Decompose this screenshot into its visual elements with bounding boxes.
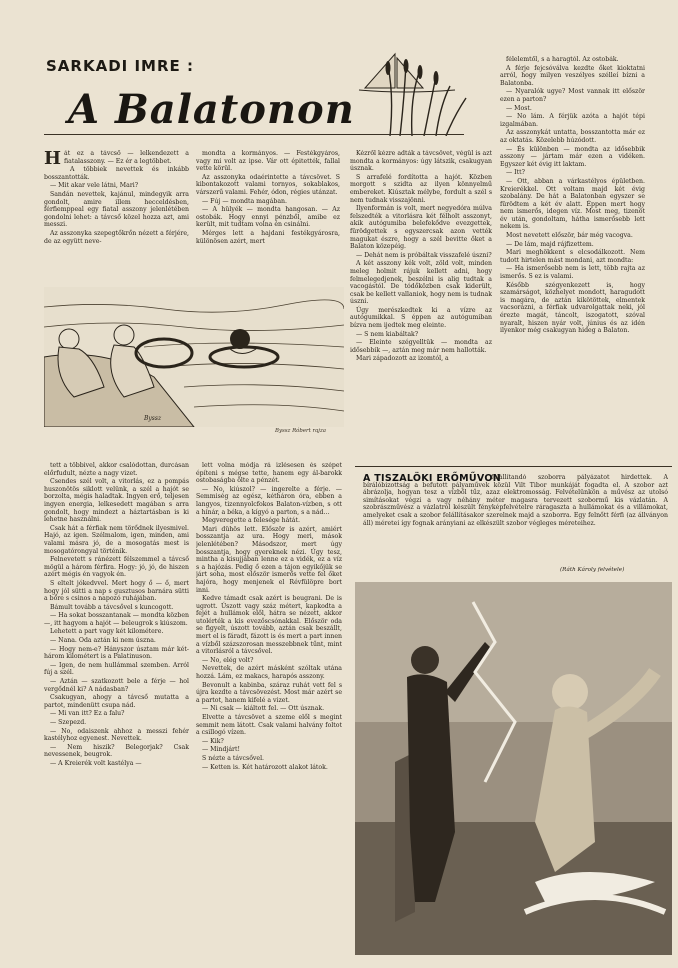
paragraph: mondta a kormányos. — Festékgyáros, vagy mi volt az ipse. Vár ott épitették, fallal vette körül. bbox=[196, 150, 340, 173]
drop-cap: H bbox=[44, 150, 62, 169]
paragraph: A többiek nevettek és inkább bosszantották. bbox=[44, 166, 189, 181]
sculpture-photo bbox=[355, 582, 672, 955]
paragraph: át ez a távcső — lelkendezett a fiatalasszony. — Ez ér a legtöbbet. bbox=[64, 150, 189, 165]
paragraph: Mari dühös lett. Először is azért, amiért bosszantja az ura. Hogy meri, mások jelenlétében? Másodszor, mert úgy bosszantja, hogy gyereknek nézi. Úgy tesz, mintha a kisujjában lenne ez a vidék, ez a víz s a hajózás. Pedig ő ezen a tájon egyikőjük se járt soha, most először ismerős vette fel őket hajóra, hogy menjenek el Révfülöpre bort inni. bbox=[196, 525, 342, 594]
paragraph: A férje fejcsóválva kezdte őket kioktatni arról, hogy milyen veszélyes szélleí bízni a Balatonba. bbox=[500, 64, 645, 87]
paragraph: félelemtől, s a haragtól. Az ostobák. bbox=[506, 56, 619, 63]
sidebar-heading: A TISZALÖKI ERŐMŰVON bbox=[363, 473, 502, 484]
paragraph: — Nem hiszik? Belegorjak? Csak nevessenek, beugrok. bbox=[44, 743, 189, 759]
paragraph: — Dehát nem is próbáltak visszafelé úszni? bbox=[356, 251, 492, 259]
paragraph: — De lám, majd rájfizettem. bbox=[506, 240, 594, 248]
paragraph: — Eleinte szégyelltük — mondta az idősebbik —, aztán meg már nem hallották. bbox=[350, 339, 492, 354]
reeds-illustration bbox=[380, 56, 480, 136]
paragraph: — Ketten is. Két határozott alakot látok. bbox=[202, 763, 328, 771]
paragraph: — Ha ismerősebb nem is lett, több rajta az ismerős. S ez is valami. bbox=[500, 265, 645, 281]
paragraph: Kézről kézre adták a távcsövet, végül is azt mondta a kormányos: úgy látszik, csakugyan úsznak. bbox=[350, 150, 492, 173]
paragraph: — Ha sokat bosszantanak — mondta közben —, itt hagyom a hajót — beleugrok s kiúszom. bbox=[44, 612, 189, 627]
paragraph: Csak hát a férfiak nem törődnek ilyesmivel. Hajó, az igen. Szélmalom, igen, minden, ami valami másra jó, de a mosogatás mest is mosogatórongyal történik. bbox=[44, 524, 189, 555]
paragraph: — Mi van itt? Ez a falu? bbox=[50, 710, 125, 718]
paragraph: — Most. bbox=[506, 104, 532, 112]
paragraph: Úgy merészkedtek ki a vízre az autógumikkal. S éppen az autógumiban bízva nem ijedtek meg eleinte. bbox=[350, 306, 492, 330]
article-column-5 bbox=[44, 462, 189, 937]
paragraph: — No lám. A férjük azóta a hajót tépi izgalmában. bbox=[500, 113, 645, 128]
paragraph: — Kik? bbox=[202, 737, 224, 745]
paragraph: tett a többivel, akkor csalódottan, durcásan előrfudult, nézte a nagy vizet. bbox=[44, 462, 189, 477]
paragraph: Kedve támadt csak azért is beugrani. De is ugrott. Úszott vagy száz métert, kapkodta a fejét a hullámok elől, hátra se nézett, akkor utolérték a kis evezőscsónakkal. Először oda se figyelt, úszott tovább, aztán csak beszállt, mert el is fáradt, fázott is és mert a part innen a vízből százszorosan messzebbnek tűnt, mint a vitorlásról a távcsővel. bbox=[196, 595, 342, 656]
paragraph: — A hülyék — mondta hangosan. — Az ostobák. Hogy ennyi pénzből, amibe ez került, mit tudtam volna én csinálni. bbox=[196, 206, 340, 229]
paragraph: Nevettek, de azért másként szóltak utána hozzá. Lám, ez makacs, harapós asszony. bbox=[196, 665, 342, 681]
paragraph: — Ni csak — kiáltott fel. — Ott úsznak. bbox=[202, 705, 325, 713]
paragraph: — No, elég volt? bbox=[202, 656, 254, 664]
article-column-4 bbox=[500, 56, 645, 460]
paragraph: — Itt? bbox=[506, 169, 525, 177]
paragraph: Bámult tovább a távcsővel s kuncogott. bbox=[50, 603, 174, 611]
illustration-credit: Byssz Róbert rajza bbox=[275, 428, 327, 434]
paragraph: — Mit akar vele látni, Mari? bbox=[50, 182, 139, 190]
paragraph: — Ott, abban a várkastélyos épületben. Kreierékkel. Ott voltam majd két évig szobalány. De hát a Balatonban egyszer se fürödtem a két év alatt. Éppen mert hogy nem ismerős, idegen víz. Most meg, tizenöt év után, gondoltam, hátha ismerősebb lett nekem is. bbox=[500, 177, 645, 231]
paragraph: Az asszonyka szepegtőkrőn nézett a férjére, de az együtt neve- bbox=[44, 229, 189, 245]
paragraph: — Szepezd. bbox=[50, 719, 87, 726]
article-column-1 bbox=[44, 150, 189, 280]
paragraph: Lehetett a part vagy két kilométere. bbox=[50, 628, 164, 636]
paragraph: — No, kiúszol? — ingerelte a férje. — Semmiség az egész, kétháron óra, ebben a langyos, tizennyolcfokos Balaton-vízben, s ott a hínár, a béka, a kígyó a parton, s a nád… bbox=[196, 485, 342, 516]
paragraph: Később szégyenkezett is, hogy szamárságot, közhelyet mondott, haragudott is magára, de aztán kikötöttek, elmentek vacsorázni, a férfiak udvarolgattak neki, jól érezte magát, táncolt, iszogatott, szóval nyaralt, hiszen nyár volt, június és az idén ilyenkor még csakugyan hideg a Balaton. bbox=[500, 281, 645, 335]
paragraph: — Mindjárt! bbox=[202, 746, 240, 754]
paragraph: — Nana. Oda aztán ki nem úszna. bbox=[50, 637, 156, 645]
paragraph: S nézte a távcsővel. bbox=[202, 754, 265, 762]
paragraph: Az asszonyka odaérintette a távcsövet. S kibontakozott valami tornyos, sokablakos, várszerű valami. Fehér, ódon, régies utánzat. bbox=[196, 173, 340, 196]
paragraph: — No, odaiszenk ahhoz a messzi fehér kastélyhoz egyenest. Nevettek. bbox=[44, 727, 189, 743]
paragraph: S arrafelé fordította a hajót. Közben morgott s szidta az ilyen könnyelmű embereket. Kiúsztak mélybe, fordult a szél s nem tudnak visszajönni. bbox=[350, 173, 492, 204]
paragraph: A két asszony kék volt, zöld volt, minden meleg holmit rájuk kellett adni, hogy felmelegedjenek, beszélni is alig tudtak a vacogástól. De tódőközben csak kiderült, csak be kellett vallaniok, hogy nem is tudnak úszni. bbox=[350, 260, 492, 306]
illustration-signature: Byssz bbox=[144, 415, 162, 422]
paragraph: Ilyenformán is volt, mert negyedóra múlva felszedték a vitorlásra két félholt asszonyt, akik autógumiba belefekődve evezgettek, fürödgettek s egyszercsak azon vették magukat észre, hogy a szél bevitte őket a Balaton közepéig. bbox=[350, 205, 492, 251]
paragraph: Csakugyan, ahogy a távcső mutatta a partot, mindenütt csupa nád. bbox=[44, 694, 189, 709]
paragraph: — Igen, de nem hullámmal szemben. Arról fúj a szél. bbox=[44, 661, 189, 677]
paragraph: Megveregette a felesége hátát. bbox=[202, 517, 300, 525]
article-column-2 bbox=[196, 150, 340, 280]
paragraph: Mérges lett a hajdani festékgyárosra, különösen azért, mert bbox=[196, 229, 340, 245]
paragraph: — Fúj — mondta magában. bbox=[202, 197, 287, 205]
paragraph: Az asszonykát untatta, bosszantotta már ez az oktatás. Közelebb húzódott. bbox=[500, 129, 645, 144]
swimmers-drawing bbox=[44, 287, 344, 427]
sidebar-text: felállítandó szoborra pályázatot hirdettek. A bírálóbizottság a befutott pályaművek közül Vilt Tibor munkáját fogadta el. A szobor azt ábrázolja, hogyan tesz a vízből tűz, azaz elektromosság. Felvételünkön a művész az utolsó simításokat végzi a vagy néhány méter magasra tervezett szobormű kis vázlatán. A szobrászművész a vázlatról készült fényképfelvételre ráragaszta a hullámokat és a villámokat, amelyeket csak a szobor felállításakor szerelnek majd a szoborra. Egy felnőtt férfi (az állványon áll) méretei így fognak arányiani az elkészült szobor végleges méreteihez. bbox=[363, 474, 668, 527]
sidebar-divider bbox=[355, 466, 672, 467]
paragraph: — Aztán — szatkozott bele a férje — hol vergődnél ki? A nádasban? bbox=[44, 678, 189, 693]
paragraph: Csendes szél volt, a vitorlás, ez a pompás huszonötös siklott velünk, a szél a hajót se borzolta, mégis haladtak. Ingyen erő, teljesen ingyen energia, lelkesedett magában s arra gondolt, hogy mindezt a háztartásban is ki lehetne használni. bbox=[44, 478, 189, 524]
paragraph: — És különben — mondta az idősebbik asszony — jártam már ezen a vidéken. Egyszer két évig itt laktam. bbox=[500, 145, 645, 168]
article-title: A Balatonon bbox=[68, 86, 355, 133]
paragraph: Elvette a távcsövet a szeme elől s megint semmit nem látott. Csak valami halvány foltot a csillogó vízen. bbox=[196, 714, 342, 737]
paragraph: Mari západozott az izomtól, a bbox=[356, 355, 449, 363]
paragraph: Bevonult a kabinba, száraz ruhát vett fel s újra kezdte a távcsövezést. Most már azért se a partot, hanem kifelé a vizet. bbox=[196, 681, 342, 704]
paragraph: lett volna módja rá izlésesen és szépet építeni s mégse tette, hanem egy ál-barokk ostobaságba ölte a pénzét. bbox=[196, 462, 342, 485]
paragraph: Felnevetett s ránézett félszemmel a távcső mögül a három férfira. Hogy: jó, jó, de hiszen azért mégis én vagyok én. bbox=[44, 556, 189, 579]
article-illustration bbox=[44, 287, 344, 427]
paragraph: — S nem kiabáltak? bbox=[356, 330, 419, 338]
photo-credit: (Ráth Károly felvétele) bbox=[560, 567, 625, 573]
sculptor-with-statue-photo bbox=[355, 582, 672, 955]
paragraph: — Hogy nem-e? Hányszor úsztam már két-három kilométert is a Palatinuson. bbox=[44, 645, 189, 661]
paragraph: Mari meghökkent s elcsodálkozott. Nem tudott hirtelen mást mondani, azt mondta: bbox=[500, 249, 645, 264]
paragraph: Sandán nevettek, kajánul, mindegyik arra gondolt, amire illem hecceldésben, férfiemppeal egy fiatal asszony jelenlétében gondolni lehet: a távcső közel hozza azt, ami messzi. bbox=[44, 190, 189, 229]
article-column-6 bbox=[196, 462, 342, 937]
article-column-3 bbox=[350, 150, 492, 450]
paragraph: S eltelt jókedvvel. Mert hogy ő — ő, mert hogy jól sütti a nap s gusztusos barnára sütti a bőre s csinos a napozó ruhájában. bbox=[44, 579, 189, 603]
title-underline bbox=[44, 134, 464, 135]
paragraph: Most nevetett először, bár még vacogva. bbox=[506, 232, 633, 240]
paragraph: — A Kreierék volt kastélya — bbox=[50, 759, 142, 767]
author-name: SARKADI IMRE : bbox=[46, 57, 194, 75]
paragraph: — Nyaralók ugye? Most vannak itt először ezen a parton? bbox=[500, 88, 645, 103]
